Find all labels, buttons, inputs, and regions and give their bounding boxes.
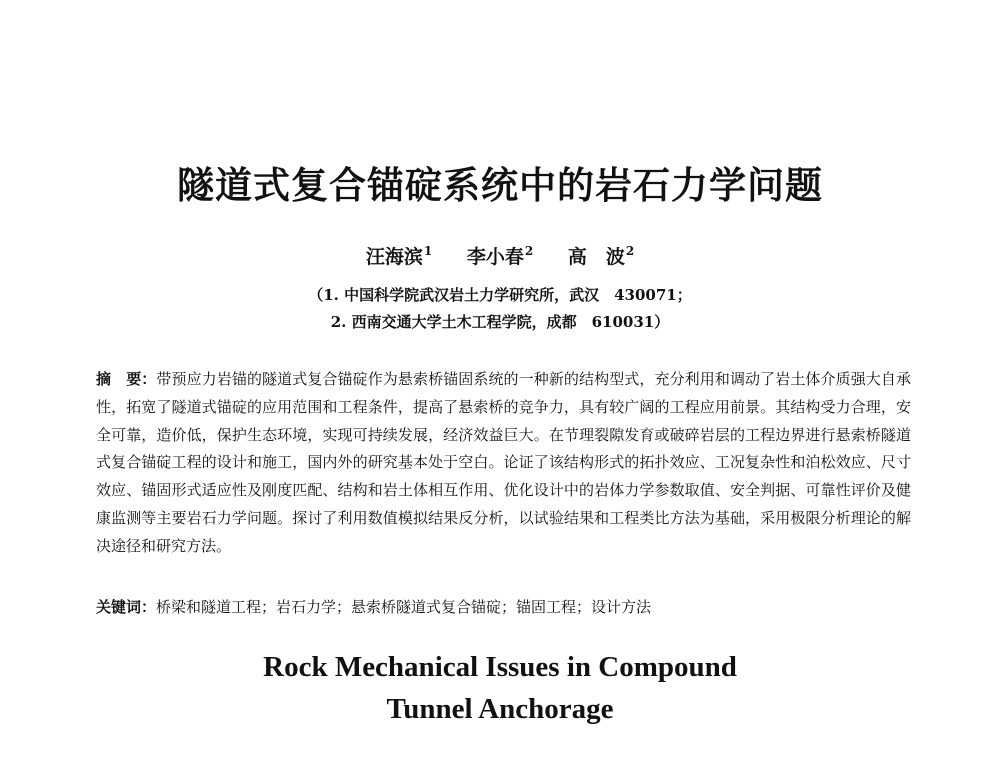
author-list: [0, 236, 1000, 272]
abstract-text: 带预应力岩锚的隧道式复合锚碇作为悬索桥锚固系统的一种新的结构型式，充分利用和调动了岩土体介质强大自承性，拓宽了隧道式锚碇的应用范围和工程条件，提高了悬索桥的竞争力，具有较广阔的工程应用前景。其结构受力合理，安全可靠，造价低，保护生态环境，实现可持续发展，经济效益巨大。在节理裂隙发育或破碎岩层的工程边界进行悬索桥隧道式复合锚碇工程的设计和施工，国内外的研究基本处于空白。论证了该结构形式的拓扑效应、工况复杂性和泊松效应、尺寸效应、锚固形式适应性及刚度匹配、结构和岩土体相互作用、优化设计中的岩体力学参数取值、安全判据、可靠性评价及健康监测等主要岩石力学问题。探讨了利用数值模拟结果反分析，以试验结果和工程类比方法为基础，采用极限分析理论的解决途径和研究方法。: [96, 370, 911, 555]
affiliation-2: 2. 西南交通大学土木工程学院，成都 610031）: [330, 313, 670, 331]
author-1: [366, 236, 432, 272]
abstract-label: 摘 要：: [96, 370, 157, 388]
author-affiliation-mark: 1: [423, 244, 433, 258]
keywords-text: 桥梁和隧道工程；岩石力学；悬索桥隧道式复合锚碇；锚固工程；设计方法: [156, 598, 652, 616]
keywords-label: 关键词：: [96, 598, 157, 616]
chinese-title: 隧道式复合锚碇系统中的岩石力学问题: [177, 163, 823, 207]
author-name: 汪海滨: [365, 246, 423, 268]
author-3: [568, 236, 634, 272]
author-name: 李小春: [466, 246, 524, 268]
author-affiliation-mark: 2: [524, 244, 534, 258]
english-title-line-2: Tunnel Anchorage: [386, 693, 614, 725]
author-name: 高 波: [567, 246, 625, 268]
author-affiliation-mark: 2: [625, 244, 635, 258]
abstract: [96, 366, 911, 561]
author-2: [467, 236, 533, 272]
affiliation-1: （1. 中国科学院武汉岩土力学研究所，武汉 430071；: [308, 286, 692, 304]
english-title-line-1: Rock Mechanical Issues in Compound: [263, 651, 737, 683]
keywords: [96, 594, 911, 621]
